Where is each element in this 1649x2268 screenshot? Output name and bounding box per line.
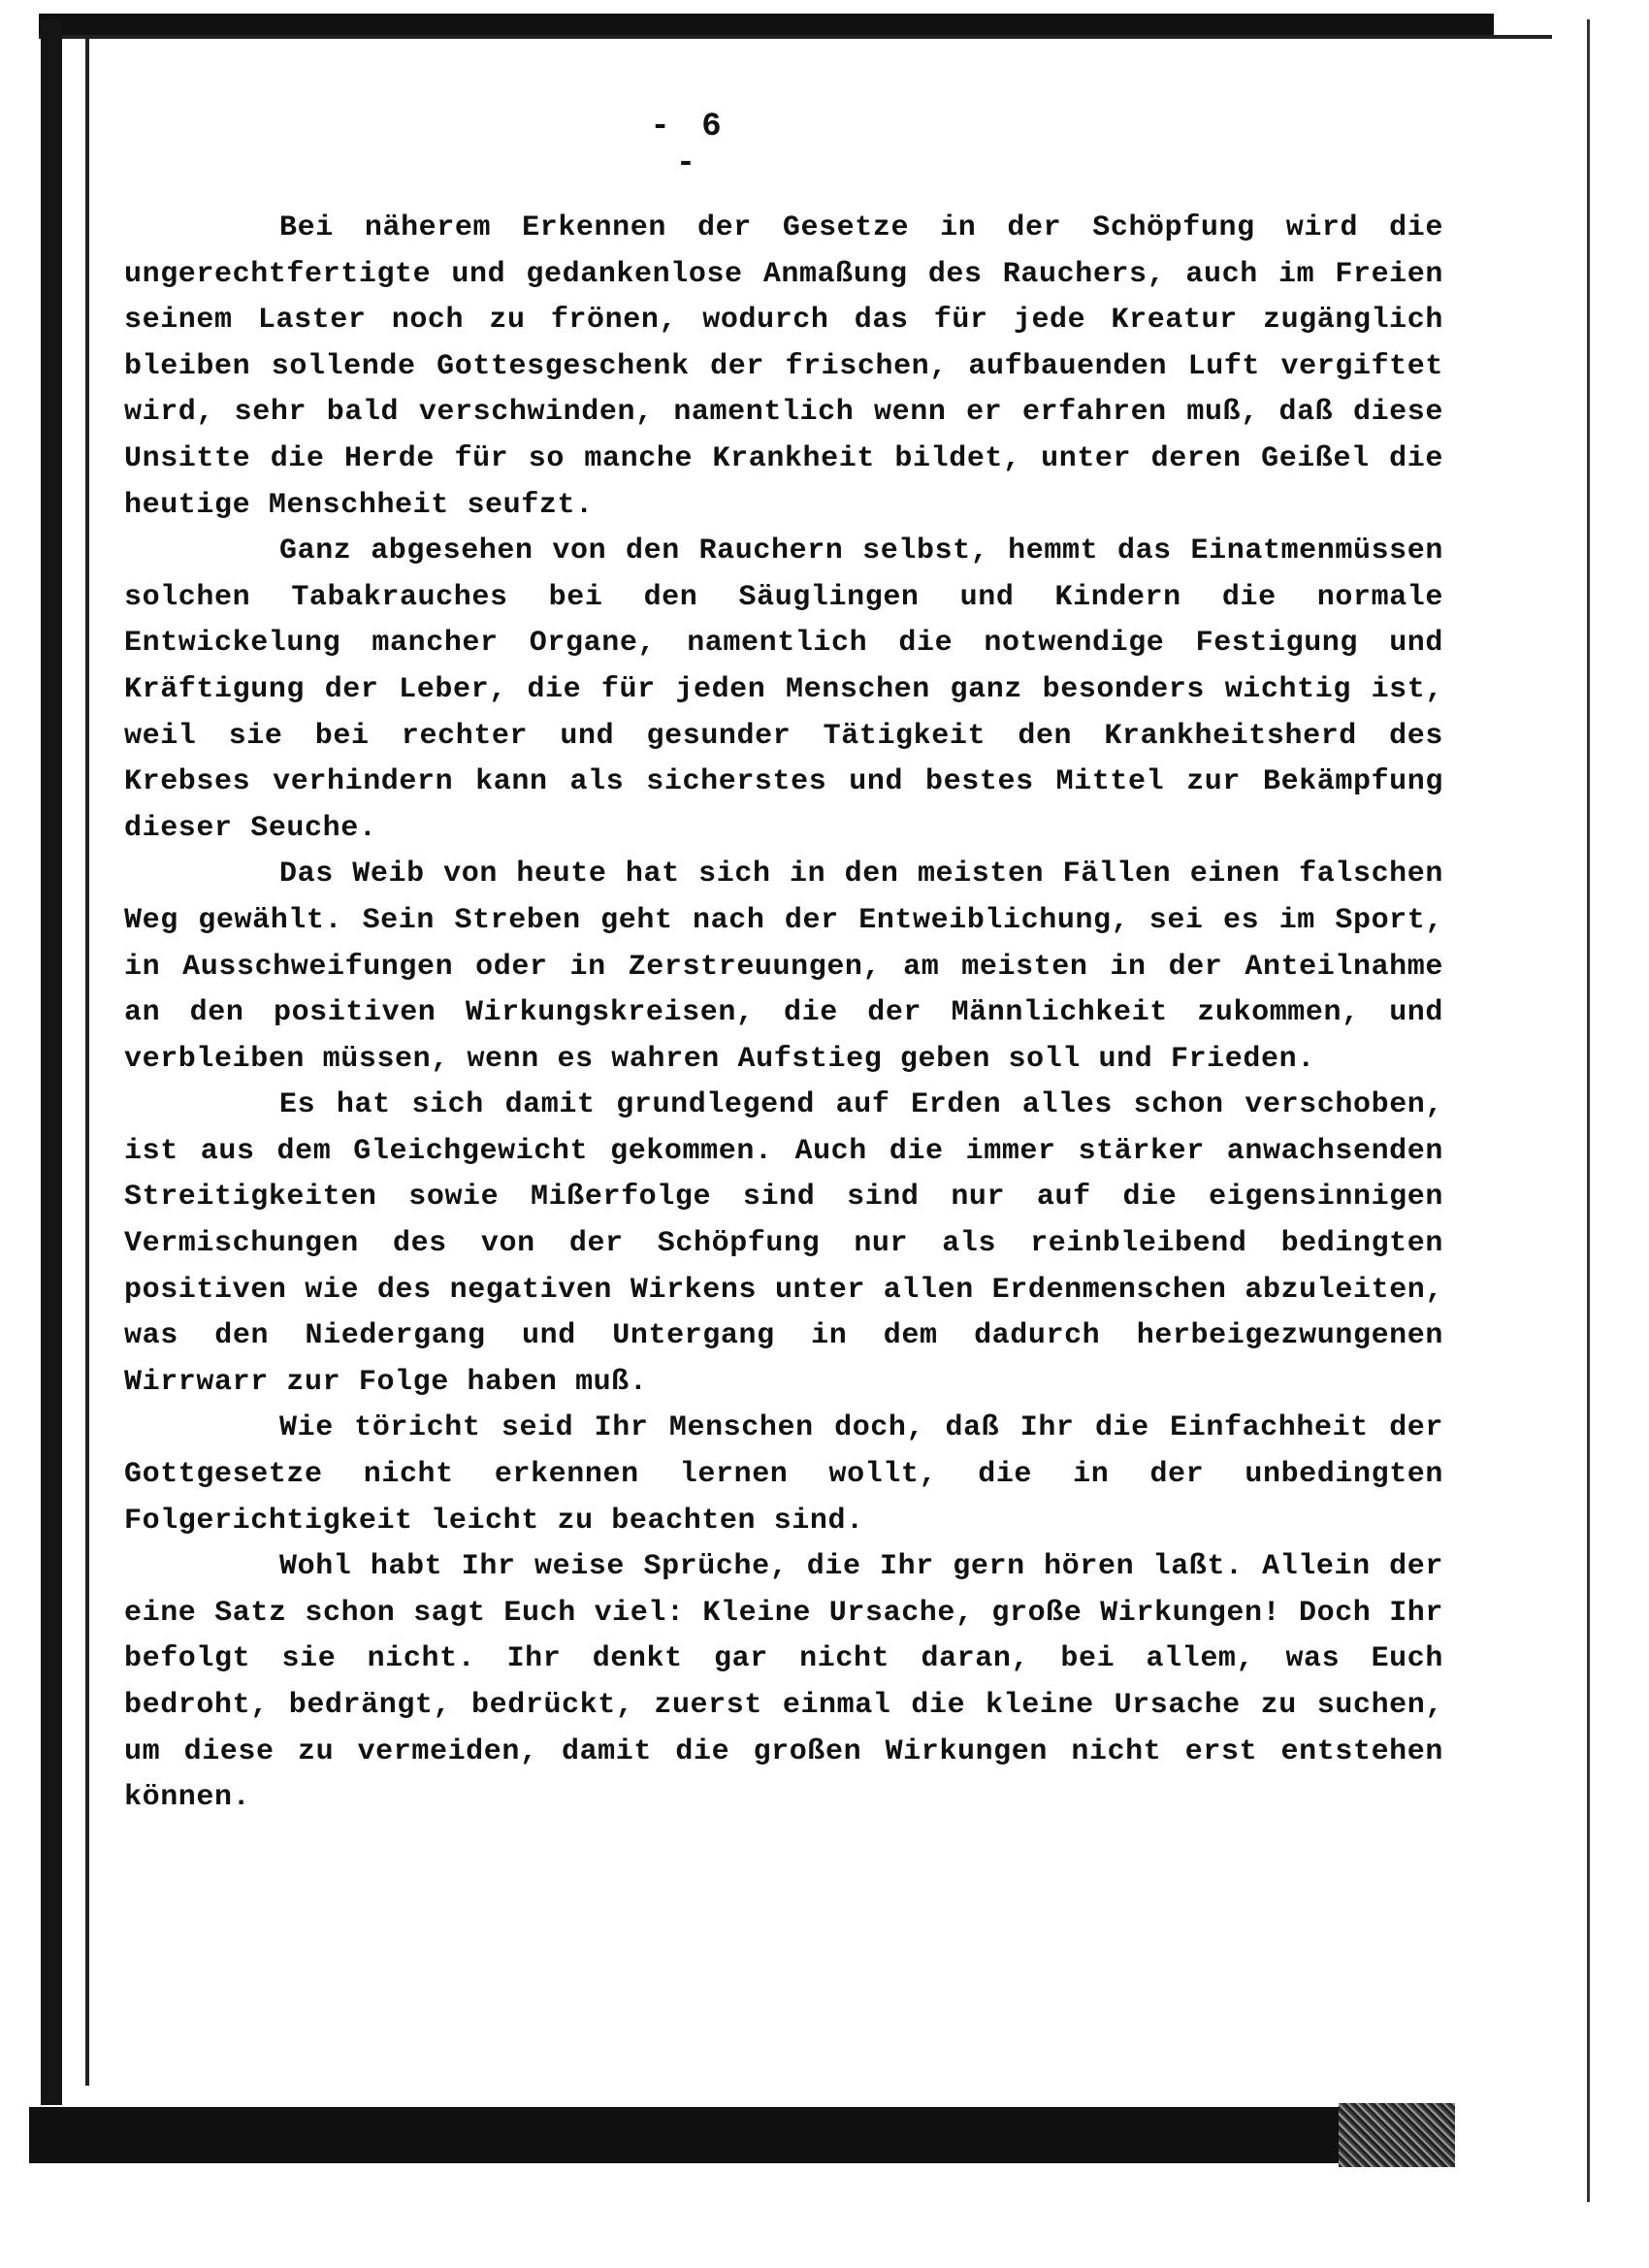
body-text	[124, 206, 1443, 1822]
paragraph-1: Bei näherem Erkennen der Gesetze in der Schöpfung wird die ungerechtfertigte und gedankenlose Anmaßung des Rauchers, auch im Freien seinem Laster noch zu frönen, wodurch das für jede Kreatur zugänglich bleiben sollende Gottesgeschenk der frischen, aufbauenden Luft vergiftet wird, sehr bald verschwinden, namentlich wenn er erfahren muß, daß diese Unsitte die Herde für so manche Krankheit bildet, unter deren Geißel die heutige Menschheit seufzt.	[124, 211, 1443, 522]
scan-border-top	[39, 14, 1494, 35]
scan-border-top-thin	[39, 35, 1552, 39]
paragraph-2: Ganz abgesehen von den Rauchern selbst, hemmt das Einatmenmüssen solchen Tabakrauches bei den Säuglingen und Kindern die normale Entwickelung mancher Organe, namentlich die notwendige Festigung und Kräftigung der Leber, die für jeden Menschen ganz besonders wichtig ist, weil sie bei rechter und gesunder Tätigkeit den Krankheitsherd des Krebses verhindern kann als sicherstes und bestes Mittel zur Bekämpfung dieser Seuche.	[124, 535, 1443, 845]
page-number: - 6 -	[650, 109, 728, 182]
scan-border-right	[1587, 19, 1590, 2202]
scan-noise-bottom	[1339, 2103, 1455, 2167]
scan-border-left	[41, 19, 62, 2105]
paragraph-5: Wie töricht seid Ihr Menschen doch, daß Ihr die Einfachheit der Gottgesetze nicht erkennen lernen wollt, die in der unbedingten Folgerichtigkeit leicht zu beachten sind.	[124, 1411, 1443, 1538]
paragraph-4: Es hat sich damit grundlegend auf Erden alles schon verschoben, ist aus dem Gleichgewicht gekommen. Auch die immer stärker anwachsenden Streitigkeiten sowie Mißerfolge sind sind nur auf die eigensinnigen Vermischungen des von der Schöpfung nur als reinbleibend bedingten positiven wie des negativen Wirkens unter allen Erdenmenschen abzuleiten, was den Niedergang und Untergang in dem dadurch herbeigezwungenen Wirrwarr zur Folge haben muß.	[124, 1088, 1443, 1399]
scan-border-left-inner	[85, 39, 89, 2086]
paragraph-6: Wohl habt Ihr weise Sprüche, die Ihr gern hören laßt. Allein der eine Satz schon sagt Euch viel: Kleine Ursache, große Wirkungen! Doch Ihr befolgt sie nicht. Ihr denkt gar nicht daran, bei allem, was Euch bedroht, bedrängt, bedrückt, zuerst einmal die kleine Ursache zu suchen, um diese zu vermeiden, damit die großen Wirkungen nicht erst entstehen können.	[124, 1550, 1443, 1815]
paragraph-3: Das Weib von heute hat sich in den meisten Fällen einen falschen Weg gewählt. Sein Streben geht nach der Entweiblichung, sei es im Sport, in Ausschweifungen oder in Zerstreuungen, am meisten in der Anteilnahme an den positiven Wirkungskreisen, die der Männlichkeit zukommen, und verbleiben müssen, wenn es wahren Aufstieg geben soll und Frieden.	[124, 858, 1443, 1076]
scan-border-bottom	[29, 2107, 1416, 2163]
